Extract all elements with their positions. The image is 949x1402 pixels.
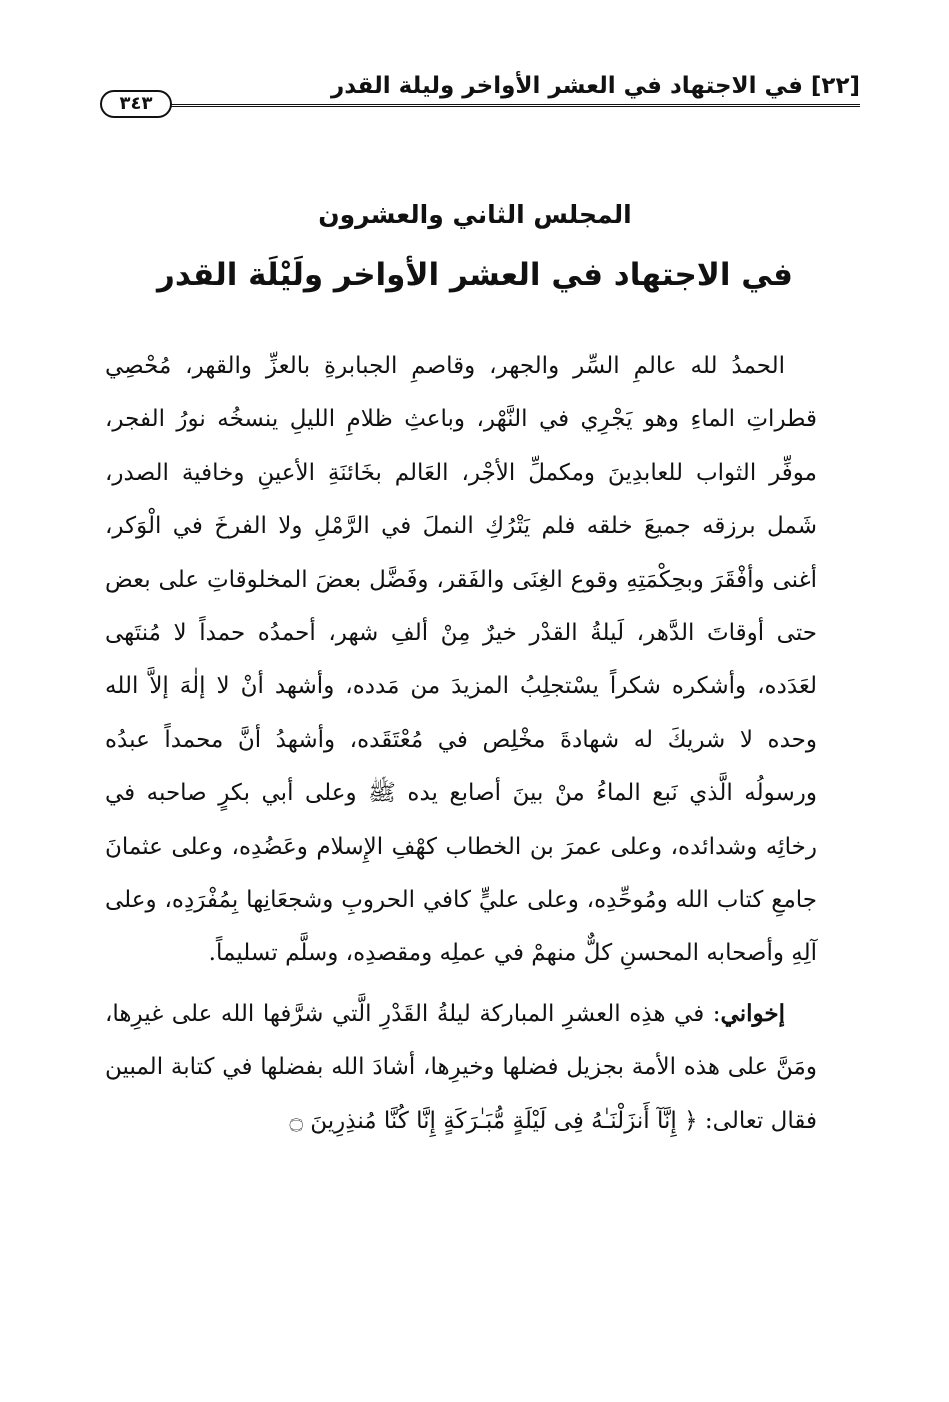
body-text xyxy=(105,340,817,1148)
chapter-title: في الاجتهاد في العشر الأواخر ولَيْلَة القدر xyxy=(157,257,793,293)
quran-verse: إِنَّآ أَنزَلْنَـٰهُ فِى لَيْلَةٍ مُّبَـٰرَكَةٍ إِنَّا كُنَّا مُنذِرِينَ xyxy=(302,1107,685,1134)
majlis-title: المجلس الثاني والعشرون xyxy=(318,200,632,229)
page-number: ٣٤٣ xyxy=(100,90,172,118)
header-double-rule xyxy=(170,104,860,107)
paragraph-brothers-text: : في هذِه العشرِ المباركة ليلةُ القَدْرِ الَّتي شرَّفها الله على غيرِها، ومَنَّ على هذه الأمة بجزيل فضلها وخيرِها، أشادَ الله بفضلها في كتابة المبين فقال تعالى: xyxy=(105,1000,817,1134)
paragraph-brothers xyxy=(105,987,817,1148)
quran-open-bracket: ﴿ xyxy=(684,1107,698,1134)
running-header xyxy=(100,70,860,122)
running-header-title: [٢٢] في الاجتهاد في العشر الأواخر وليلة القدر xyxy=(331,73,860,99)
paragraph-opening-praise: الحمدُ لله عالمِ السِّر والجهر، وقاصمِ الجبابرةِ بالعزِّ والقهر، مُحْصِي قطراتِ الماءِ وهو يَجْرِي في النَّهْر، وباعثِ ظلامِ الليلِ ينسخُه نورُ الفجر، موفِّر الثواب للعابدِينَ ومكملِّ الأجْر، العَالم بخَائنَةِ الأعينِ وخافية الصدر، شَمل برزقه جميعَ خلقه فلم يَتْرُكِ النملَ في الرَّمْلِ ولا الفرخَ في الْوَكر، أغنى وأفْقَرَ وبحِكْمَتِهِ وقوع الغِنَى والفَقر، وفَضَّل بعضَ المخلوقاتِ على بعض حتى أوقاتَ الدَّهر، لَيلةُ القدْر خيرٌ مِنْ ألفِ شهر، أحمدُه حمداً لا مُنتَهى لعَدَده، وأشكره شكراً يسْتجلِبُ المزيدَ من مَدده، وأشهد أنْ لا إلٰهَ إلاَّ الله وحده لا شريكَ له شهادةَ مخْلِص في مُعْتَقَده، وأشهدُ أنَّ محمداً عبدُه ورسولُه الَّذي نَبع الماءُ منْ بينَ أصابع يده ﷺ وعلى أبي بكرٍ صاحبه في رخائِه وشدائده، وعلى عمرَ بن الخطاب كهْفِ الإِسلام وعَضُدِه، وعلى عثمانَ جامعِ كتاب الله ومُوحِّدِه، وعلى عليٍّ كافي الحروبِ وشجعَانِها بِمُفْرَدِه، وعلى آلِهِ وأصحابه المحسنِ كلٌّ منهمْ في عملِه ومقصدِه، وسلَّم تسليماً. xyxy=(105,353,817,967)
paragraph-lead-word: إخواني xyxy=(720,999,785,1027)
verse-end-ornament: ۝ xyxy=(289,1107,303,1134)
